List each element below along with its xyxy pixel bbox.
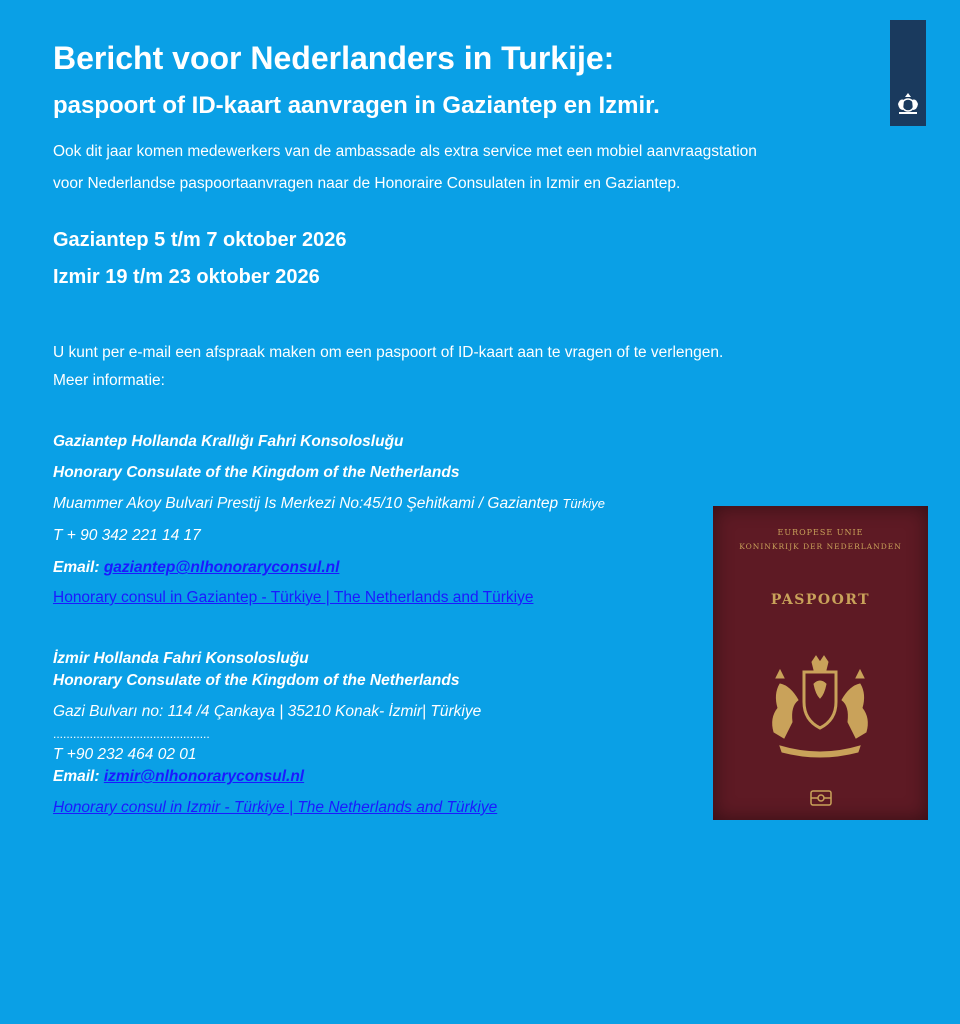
info-line-2: Meer informatie:	[53, 372, 165, 389]
page-title: Bericht voor Nederlanders in Turkije:	[53, 40, 615, 76]
izmir-consulate-name-tr: İzmir Hollanda Fahri Konsolosluğu	[53, 650, 309, 667]
date-gaziantep: Gaziantep 5 t/m 7 oktober 2026	[53, 229, 347, 251]
izmir-email-label: Email:	[53, 768, 100, 785]
dotted-separator: ...............................................	[53, 727, 210, 741]
rijksoverheid-logo	[890, 20, 926, 126]
gaziantep-consulate-name-tr: Gaziantep Hollanda Krallığı Fahri Konsolosluğu	[53, 433, 404, 450]
gaziantep-link-row	[53, 589, 533, 607]
izmir-email-link[interactable]: izmir@nlhonoraryconsul.nl	[103, 768, 305, 785]
gaziantep-address-text: Muammer Akoy Bulvari Prestij Is Merkezi No:45/10 Şehitkami / Gaziantep	[53, 495, 559, 512]
intro-text	[53, 136, 757, 200]
gaziantep-email-link[interactable]: gaziantep@nlhonoraryconsul.nl	[103, 559, 340, 576]
info-line-1: U kunt per e-mail een afspraak maken om een paspoort of ID-kaart aan te vragen of te verlengen.	[53, 344, 724, 361]
page-subtitle: paspoort of ID-kaart aanvragen in Gaziantep en Izmir.	[53, 92, 660, 119]
gaziantep-consul-link[interactable]: Honorary consul in Gaziantep - Türkiye | The Netherlands and Türkiye	[53, 589, 534, 606]
izmir-consulate-name-en: Honorary Consulate of the Kingdom of the Netherlands	[53, 672, 460, 689]
passport-kingdom-text: KONINKRIJK DER NEDERLANDEN	[739, 542, 902, 551]
passport-image	[713, 506, 928, 820]
intro-line-1: Ook dit jaar komen medewerkers van de ambassade als extra service met een mobiel aanvraagstation	[53, 143, 757, 160]
rijksoverheid-crest-icon	[894, 90, 922, 118]
intro-line-2: voor Nederlandse paspoortaanvragen naar de Honoraire Consulaten in Izmir en Gaziantep.	[53, 175, 681, 192]
gaziantep-address	[53, 495, 605, 513]
gaziantep-address-country: Türkiye	[562, 496, 606, 511]
passport-title: PASPOORT	[770, 592, 871, 608]
gaziantep-email-row	[53, 559, 339, 577]
date-izmir: Izmir 19 t/m 23 oktober 2026	[53, 266, 320, 288]
izmir-consul-link[interactable]: Honorary consul in Izmir - Türkiye | The Netherlands and Türkiye	[53, 799, 498, 816]
dutch-coat-of-arms-icon	[760, 654, 880, 764]
passport-eu-text: EUROPESE UNIE	[777, 528, 864, 537]
izmir-link-row	[53, 799, 497, 817]
izmir-email-row	[53, 768, 304, 786]
izmir-phone: T +90 232 464 02 01	[53, 746, 197, 763]
izmir-address: Gazi Bulvarı no: 114 /4 Çankaya | 35210 Konak- İzmir| Türkiye	[53, 703, 482, 720]
gaziantep-consulate-name-en: Honorary Consulate of the Kingdom of the Netherlands	[53, 464, 460, 481]
biometric-chip-icon	[810, 790, 832, 806]
info-text	[53, 339, 723, 395]
gaziantep-phone: T + 90 342 221 14 17	[53, 527, 201, 544]
gaziantep-email-label: Email:	[53, 559, 100, 576]
